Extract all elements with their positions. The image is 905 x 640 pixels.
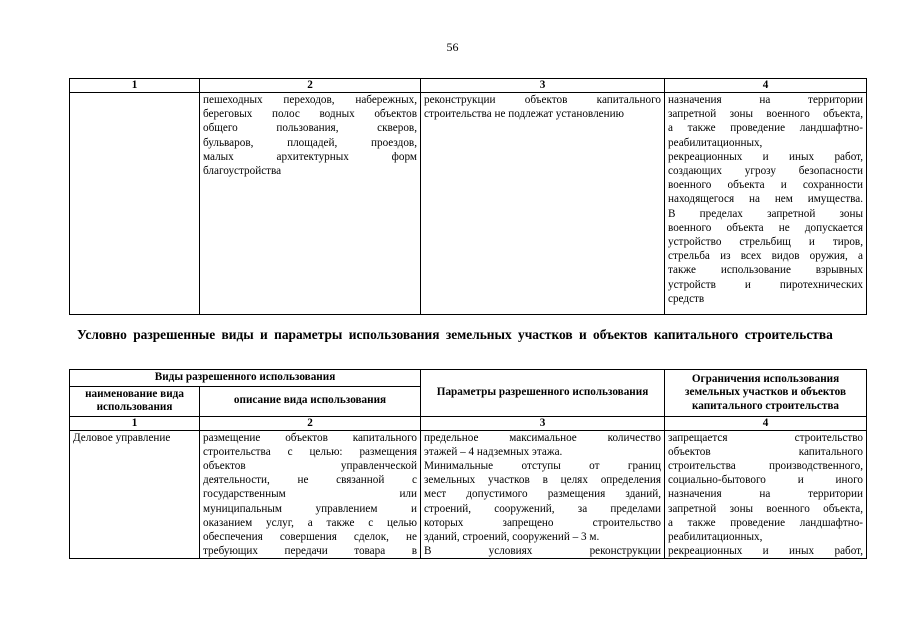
text-line: запретной зоны военного объекта, — [668, 502, 864, 515]
text-line: зданий, строений, сооружений – 3 м. — [424, 530, 600, 543]
text-line: объектов управленческой — [203, 459, 418, 472]
section-heading: Условно разрешенные виды и параметры использования земельных участков и объектов капитального строительства — [77, 327, 833, 342]
text-line: пешеходных переходов, набережных, — [203, 94, 417, 106]
text-line: земельных участков в целях определения — [424, 474, 662, 487]
header-restrictions: Ограничения использования земельных участков и объектов капитального строительства — [665, 370, 867, 417]
text-line: реконструкции объектов капитального — [424, 94, 661, 106]
text-line: назначения на территории — [668, 94, 863, 106]
text-line: оказанием услуг, а также с целью — [203, 516, 418, 529]
text-line: социально-бытового и иного — [668, 474, 864, 487]
column-number: 3 — [421, 79, 665, 93]
text-line: а также проведение ландшафтно- — [668, 516, 864, 529]
text-line: также использование взрывных — [668, 264, 863, 277]
text-line: устройство стрельбищ и тиров, — [668, 236, 863, 249]
text-line: рекреационных и иных работ, — [668, 545, 864, 558]
text-line: объектов капитального — [668, 445, 864, 458]
text-line: строительства не подлежат установлению — [424, 108, 624, 121]
cell-restrictions — [665, 93, 867, 315]
text-line: средств — [668, 292, 705, 305]
text-line: благоустройства — [203, 165, 282, 178]
text-line: рекреационных и иных работ, — [668, 150, 863, 163]
conditional-uses-table — [69, 369, 867, 559]
text-line: строений, сооружений, за пределами — [424, 502, 662, 515]
page-number: 56 — [446, 40, 459, 54]
table-header-row — [70, 370, 867, 387]
text-line: устройств и пиротехнических — [668, 278, 863, 291]
cell-restrictions — [665, 430, 867, 559]
text-line: этажей – 4 надземных этажа. — [424, 445, 563, 458]
header-use-description: описание вида использования — [200, 386, 421, 416]
column-number-row — [70, 416, 867, 430]
header-use-name: наименование вида использования — [70, 386, 200, 416]
header-parameters: Параметры разрешенного использования — [421, 370, 665, 417]
header-group-title: Виды разрешенного использования — [70, 370, 421, 387]
text-line: предельное максимальное количество — [424, 431, 662, 444]
text-line: стрельба из всех видов оружия, а — [668, 250, 863, 263]
text-line: Минимальные отступы от границ — [424, 459, 662, 472]
column-number: 1 — [70, 79, 200, 93]
column-number: 4 — [665, 416, 867, 430]
text-line: общего пользования, скверов, — [203, 122, 417, 135]
column-number: 2 — [200, 79, 421, 93]
cell-use-description — [200, 93, 421, 315]
text-line: муниципальным управлением и — [203, 502, 418, 515]
text-line: малых архитектурных форм — [203, 150, 417, 163]
text-line: которых запрещено строительство — [424, 516, 662, 529]
column-number-row — [70, 79, 867, 93]
text-line: бульваров, площадей, проездов, — [203, 136, 417, 149]
continuation-table — [69, 78, 867, 315]
text-line: создающих угрозу безопасности — [668, 165, 863, 178]
text-line: реабилитационных, — [668, 136, 763, 149]
cell-parameters — [421, 430, 665, 559]
text-line: деятельности, не связанной с — [203, 474, 418, 487]
text-line: военного объекта и сохранности — [668, 179, 863, 192]
text-line: требующих передачи товара в — [203, 545, 418, 558]
text-line: военного объекта не допускается — [668, 221, 863, 234]
text-line: В пределах запретной зоны — [668, 207, 863, 220]
text-line: назначения на территории — [668, 488, 864, 501]
text-line: запретной зоны военного объекта, — [668, 108, 863, 121]
column-number: 1 — [70, 416, 200, 430]
text-line: береговых полос водных объектов — [203, 108, 417, 121]
table-row — [70, 430, 867, 559]
cell-use-description — [200, 430, 421, 559]
text-line: а также проведение ландшафтно- — [668, 122, 863, 135]
text-line: реабилитационных, — [668, 530, 763, 543]
text-line: находящегося на нем имущества. — [668, 193, 863, 206]
column-number: 4 — [665, 79, 867, 93]
cell-use-name: Деловое управление — [70, 430, 200, 559]
text-line: мест допустимого размещения зданий, — [424, 488, 662, 501]
cell-parameters — [421, 93, 665, 315]
text-line: строительства производственного, — [668, 459, 864, 472]
text-line: государственным или — [203, 488, 418, 501]
column-number: 2 — [200, 416, 421, 430]
text-line: строительства с целью: размещения — [203, 445, 418, 458]
table-row — [70, 93, 867, 315]
text-line: размещение объектов капитального — [203, 431, 418, 444]
text-line: запрещается строительство — [668, 431, 864, 444]
column-number: 3 — [421, 416, 665, 430]
text-line: В условиях реконструкции — [424, 545, 662, 558]
text-line: обеспечения совершения сделок, не — [203, 530, 418, 543]
cell-use-name — [70, 93, 200, 315]
